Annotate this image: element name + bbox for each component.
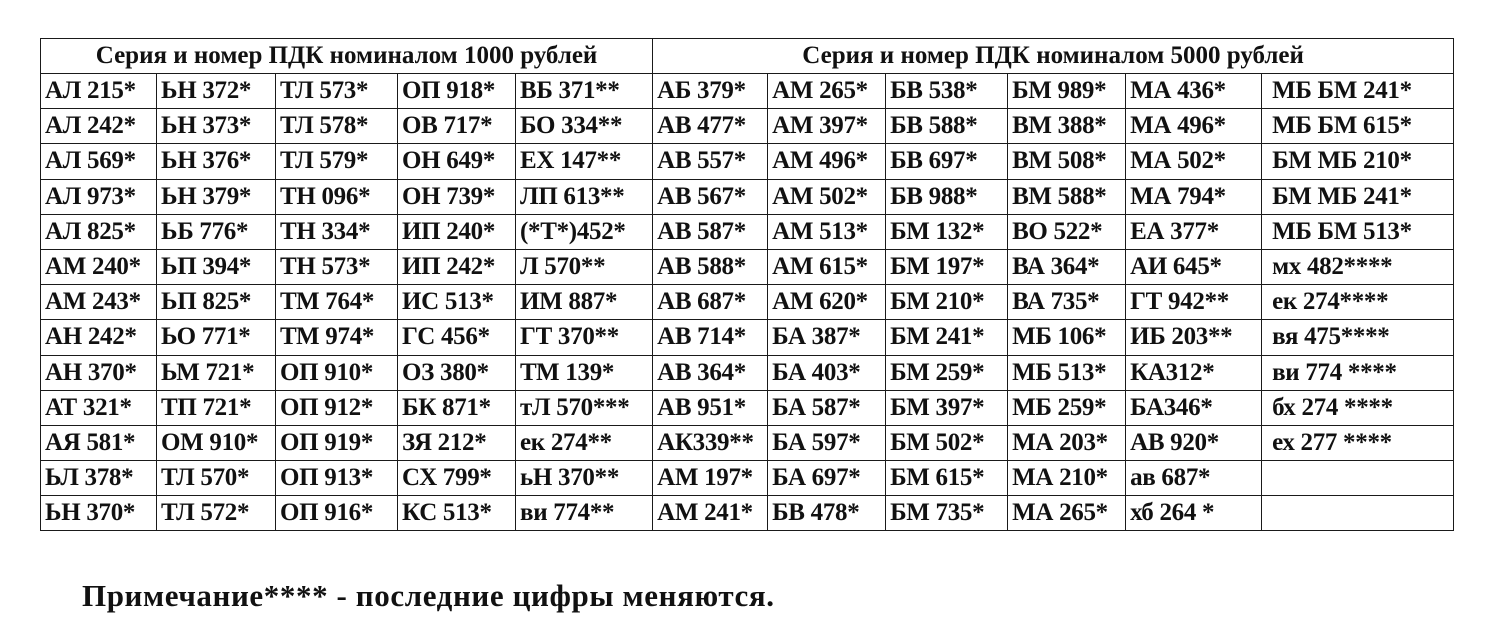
code-cell-5000	[1262, 461, 1454, 496]
code-cell-5000: АВ 951*	[653, 390, 768, 425]
code-cell-1000: ТЛ 573*	[276, 74, 398, 109]
code-cell-5000: МБ 106*	[1008, 320, 1126, 355]
code-cell-1000: ОП 910*	[276, 355, 398, 390]
code-cell-1000: ТЛ 578*	[276, 109, 398, 144]
code-cell-1000: ГС 456*	[398, 320, 516, 355]
code-cell-1000: ОП 918*	[398, 74, 516, 109]
code-cell-5000: АМ 397*	[768, 109, 886, 144]
code-cell-1000: ЬЛ 378*	[41, 461, 157, 496]
table-header-row	[41, 39, 1454, 74]
code-cell-5000: ВА 364*	[1008, 249, 1126, 284]
code-cell-5000: ех 277 ****	[1262, 425, 1454, 460]
code-cell-5000: АИ 645*	[1126, 249, 1262, 284]
code-cell-1000: ТМ 139*	[516, 355, 653, 390]
code-cell-1000: ЬН 376*	[157, 144, 276, 179]
code-cell-1000: ОП 916*	[276, 496, 398, 531]
table-row	[41, 249, 1454, 284]
table-row	[41, 74, 1454, 109]
code-cell-5000: АМ 241*	[653, 496, 768, 531]
code-cell-1000: АТ 321*	[41, 390, 157, 425]
code-cell-1000: ви 774**	[516, 496, 653, 531]
code-cell-5000	[1262, 496, 1454, 531]
code-cell-5000: БМ 397*	[886, 390, 1008, 425]
code-cell-1000: ОП 919*	[276, 425, 398, 460]
code-cell-1000: ЬН 370*	[41, 496, 157, 531]
code-cell-5000: БВ 588*	[886, 109, 1008, 144]
code-cell-5000: БВ 988*	[886, 179, 1008, 214]
code-cell-5000: КА312*	[1126, 355, 1262, 390]
code-cell-1000: АЛ 825*	[41, 214, 157, 249]
code-cell-1000: ТЛ 579*	[276, 144, 398, 179]
code-cell-5000: АМ 502*	[768, 179, 886, 214]
code-cell-5000: АВ 588*	[653, 249, 768, 284]
code-cell-1000: ОН 649*	[398, 144, 516, 179]
table-row	[41, 355, 1454, 390]
code-cell-1000: АН 370*	[41, 355, 157, 390]
code-cell-5000: МБ 513*	[1008, 355, 1126, 390]
code-cell-5000: БМ 989*	[1008, 74, 1126, 109]
code-cell-1000: ОП 912*	[276, 390, 398, 425]
code-cell-1000: ЬН 372*	[157, 74, 276, 109]
code-cell-5000: ав 687*	[1126, 461, 1262, 496]
code-cell-5000: АВ 567*	[653, 179, 768, 214]
code-cell-5000: МБ 259*	[1008, 390, 1126, 425]
code-cell-1000: ОМ 910*	[157, 425, 276, 460]
code-cell-1000: АЛ 242*	[41, 109, 157, 144]
code-cell-5000: ВМ 588*	[1008, 179, 1126, 214]
code-cell-1000: ЬП 825*	[157, 285, 276, 320]
table-row	[41, 144, 1454, 179]
code-cell-5000: АВ 920*	[1126, 425, 1262, 460]
code-cell-5000: ЕА 377*	[1126, 214, 1262, 249]
code-cell-5000: МА 203*	[1008, 425, 1126, 460]
code-cell-1000: АЛ 973*	[41, 179, 157, 214]
code-cell-5000: ВМ 508*	[1008, 144, 1126, 179]
footnote: Примечание**** - последние цифры меняются.	[82, 578, 775, 613]
code-cell-5000: БВ 697*	[886, 144, 1008, 179]
code-cell-5000: БА 697*	[768, 461, 886, 496]
code-cell-1000: ТЛ 570*	[157, 461, 276, 496]
code-cell-5000: АВ 364*	[653, 355, 768, 390]
code-cell-5000: АВ 714*	[653, 320, 768, 355]
code-cell-1000: СХ 799*	[398, 461, 516, 496]
table-row	[41, 179, 1454, 214]
code-cell-5000: АМ 620*	[768, 285, 886, 320]
code-cell-5000: АВ 557*	[653, 144, 768, 179]
code-cell-5000: ИБ 203**	[1126, 320, 1262, 355]
code-cell-5000: БА 587*	[768, 390, 886, 425]
table-row	[41, 496, 1454, 531]
code-cell-5000: МБ БМ 513*	[1262, 214, 1454, 249]
code-cell-1000: ТН 573*	[276, 249, 398, 284]
code-cell-5000: БА346*	[1126, 390, 1262, 425]
code-cell-1000: ТН 096*	[276, 179, 398, 214]
code-cell-5000: вя 475****	[1262, 320, 1454, 355]
code-cell-5000: МА 496*	[1126, 109, 1262, 144]
code-cell-5000: МА 210*	[1008, 461, 1126, 496]
code-cell-1000: ОЗ 380*	[398, 355, 516, 390]
table-row	[41, 109, 1454, 144]
code-cell-1000: ТЛ 572*	[157, 496, 276, 531]
code-cell-5000: хб 264 *	[1126, 496, 1262, 531]
code-cell-5000: БМ 502*	[886, 425, 1008, 460]
code-cell-5000: БА 403*	[768, 355, 886, 390]
code-cell-5000: ВО 522*	[1008, 214, 1126, 249]
table-row	[41, 461, 1454, 496]
code-cell-5000: БМ 735*	[886, 496, 1008, 531]
code-cell-5000: АК339**	[653, 425, 768, 460]
code-cell-1000: ОН 739*	[398, 179, 516, 214]
code-cell-5000: БВ 538*	[886, 74, 1008, 109]
code-cell-1000: ЛП 613**	[516, 179, 653, 214]
code-cell-5000: ВМ 388*	[1008, 109, 1126, 144]
series-number-table	[40, 38, 1454, 531]
code-cell-1000: АЛ 215*	[41, 74, 157, 109]
code-cell-1000: ЬН 379*	[157, 179, 276, 214]
code-cell-1000: АЯ 581*	[41, 425, 157, 460]
code-cell-5000: мх 482****	[1262, 249, 1454, 284]
code-cell-5000: МА 502*	[1126, 144, 1262, 179]
code-cell-1000: АН 242*	[41, 320, 157, 355]
code-cell-1000: ьН 370**	[516, 461, 653, 496]
code-cell-5000: БВ 478*	[768, 496, 886, 531]
code-cell-1000: ГТ 370**	[516, 320, 653, 355]
code-cell-5000: БМ 132*	[886, 214, 1008, 249]
code-cell-1000: Л 570**	[516, 249, 653, 284]
code-cell-1000: ИП 242*	[398, 249, 516, 284]
header-5000-rub: Серия и номер ПДК номиналом 5000 рублей	[653, 39, 1454, 74]
table-row	[41, 425, 1454, 460]
code-cell-5000: БМ 615*	[886, 461, 1008, 496]
code-cell-1000: АМ 243*	[41, 285, 157, 320]
code-cell-1000: АМ 240*	[41, 249, 157, 284]
code-cell-1000: БО 334**	[516, 109, 653, 144]
code-cell-1000: ек 274**	[516, 425, 653, 460]
code-cell-5000: МА 265*	[1008, 496, 1126, 531]
code-cell-5000: АВ 587*	[653, 214, 768, 249]
code-cell-5000: БМ 210*	[886, 285, 1008, 320]
code-cell-5000: МБ БМ 615*	[1262, 109, 1454, 144]
code-cell-1000: ТМ 974*	[276, 320, 398, 355]
code-cell-5000: ВА 735*	[1008, 285, 1126, 320]
code-cell-5000: ек 274****	[1262, 285, 1454, 320]
code-cell-5000: ви 774 ****	[1262, 355, 1454, 390]
code-cell-5000: БА 387*	[768, 320, 886, 355]
code-cell-1000: ОП 913*	[276, 461, 398, 496]
code-cell-1000: ТП 721*	[157, 390, 276, 425]
code-cell-5000: бх 274 ****	[1262, 390, 1454, 425]
code-cell-1000: ЬБ 776*	[157, 214, 276, 249]
code-cell-1000: ИМ 887*	[516, 285, 653, 320]
code-cell-5000: АМ 197*	[653, 461, 768, 496]
code-cell-1000: ИП 240*	[398, 214, 516, 249]
code-cell-5000: МА 436*	[1126, 74, 1262, 109]
code-cell-1000: ЬО 771*	[157, 320, 276, 355]
code-cell-5000: АМ 265*	[768, 74, 886, 109]
code-cell-5000: БМ 241*	[886, 320, 1008, 355]
code-cell-1000: тЛ 570***	[516, 390, 653, 425]
table-row	[41, 390, 1454, 425]
code-cell-1000: (*Т*)452*	[516, 214, 653, 249]
code-cell-5000: МА 794*	[1126, 179, 1262, 214]
code-cell-1000: ИС 513*	[398, 285, 516, 320]
table-row	[41, 285, 1454, 320]
table-row	[41, 214, 1454, 249]
code-cell-5000: МБ БМ 241*	[1262, 74, 1454, 109]
code-cell-1000: БК 871*	[398, 390, 516, 425]
code-cell-1000: ТН 334*	[276, 214, 398, 249]
code-cell-5000: АВ 477*	[653, 109, 768, 144]
code-cell-5000: АБ 379*	[653, 74, 768, 109]
code-cell-1000: ЕХ 147**	[516, 144, 653, 179]
code-cell-5000: АМ 496*	[768, 144, 886, 179]
code-cell-5000: БА 597*	[768, 425, 886, 460]
code-cell-5000: АМ 513*	[768, 214, 886, 249]
code-cell-1000: КС 513*	[398, 496, 516, 531]
code-cell-1000: ЬМ 721*	[157, 355, 276, 390]
code-cell-5000: БМ 259*	[886, 355, 1008, 390]
code-cell-5000: БМ МБ 210*	[1262, 144, 1454, 179]
code-cell-5000: ГТ 942**	[1126, 285, 1262, 320]
code-cell-5000: АМ 615*	[768, 249, 886, 284]
code-cell-1000: ТМ 764*	[276, 285, 398, 320]
table-row	[41, 320, 1454, 355]
code-cell-1000: АЛ 569*	[41, 144, 157, 179]
code-cell-5000: АВ 687*	[653, 285, 768, 320]
code-cell-5000: БМ 197*	[886, 249, 1008, 284]
code-cell-1000: ВБ 371**	[516, 74, 653, 109]
code-cell-1000: ЬН 373*	[157, 109, 276, 144]
code-cell-1000: ЗЯ 212*	[398, 425, 516, 460]
header-1000-rub: Серия и номер ПДК номиналом 1000 рублей	[41, 39, 653, 74]
code-cell-1000: ОВ 717*	[398, 109, 516, 144]
code-cell-5000: БМ МБ 241*	[1262, 179, 1454, 214]
code-cell-1000: ЬП 394*	[157, 249, 276, 284]
